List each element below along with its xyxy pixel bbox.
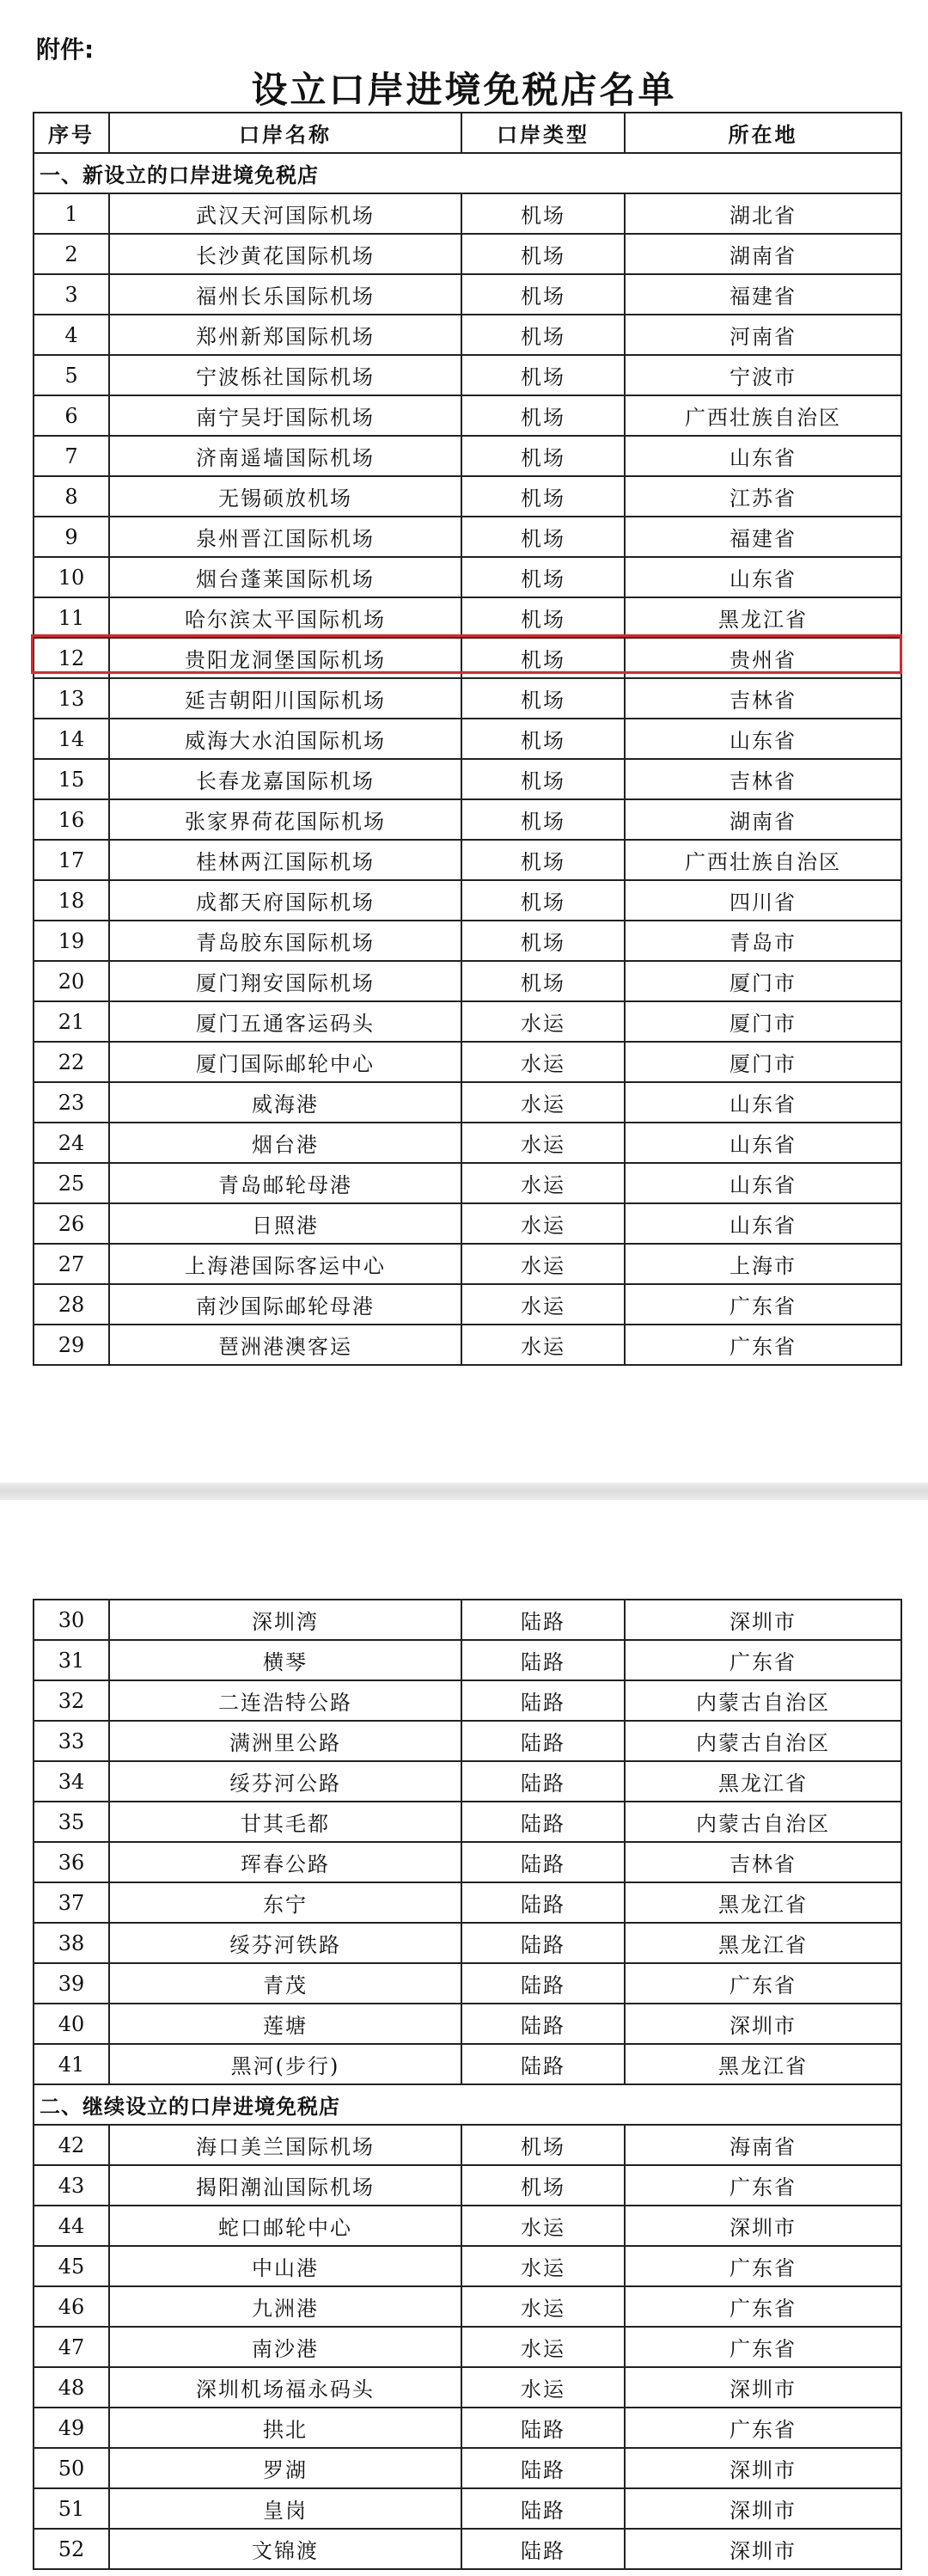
cell-seq: 49 — [34, 2408, 109, 2448]
cell-location: 山东省 — [625, 1123, 901, 1163]
table-row — [34, 234, 901, 274]
cell-location: 深圳市 — [625, 2529, 901, 2569]
table-row — [34, 476, 901, 517]
cell-port-name: 张家界荷花国际机场 — [109, 799, 461, 840]
cell-location: 河南省 — [625, 315, 901, 355]
cell-port-name: 厦门国际邮轮中心 — [109, 1042, 461, 1082]
cell-location: 海南省 — [625, 2125, 901, 2165]
cell-port-name: 哈尔滨太平国际机场 — [109, 597, 461, 638]
cell-port-type: 陆路 — [461, 2044, 625, 2084]
cell-port-name: 九洲港 — [109, 2286, 461, 2327]
table-row — [34, 517, 901, 557]
cell-seq: 32 — [34, 1680, 109, 1721]
cell-seq: 8 — [34, 476, 109, 517]
table-row — [34, 2165, 901, 2206]
cell-port-type: 机场 — [461, 193, 625, 234]
cell-seq: 7 — [34, 436, 109, 476]
cell-port-name: 长春龙嘉国际机场 — [109, 759, 461, 799]
cell-seq: 17 — [34, 840, 109, 880]
cell-port-name: 郑州新郑国际机场 — [109, 315, 461, 355]
cell-port-type: 陆路 — [461, 1842, 625, 1882]
cell-port-type: 水运 — [461, 2286, 625, 2327]
cell-seq: 1 — [34, 193, 109, 234]
table-row — [34, 719, 901, 759]
cell-port-type: 水运 — [461, 2367, 625, 2408]
page-break-divider — [0, 1483, 928, 1500]
cell-location: 福建省 — [625, 517, 901, 557]
cell-port-name: 满洲里公路 — [109, 1721, 461, 1761]
cell-seq: 35 — [34, 1802, 109, 1842]
cell-port-name: 武汉天河国际机场 — [109, 193, 461, 234]
cell-location: 广东省 — [625, 2246, 901, 2286]
table-row — [34, 2004, 901, 2044]
table-row — [34, 1842, 901, 1882]
table-row — [34, 1963, 901, 2004]
cell-location: 吉林省 — [625, 1842, 901, 1882]
cell-location: 山东省 — [625, 557, 901, 597]
cell-seq: 29 — [34, 1325, 109, 1365]
table-row — [34, 1600, 901, 1640]
cell-seq: 5 — [34, 355, 109, 395]
table-row — [34, 274, 901, 315]
cell-location: 山东省 — [625, 1163, 901, 1203]
cell-port-name: 贵阳龙洞堡国际机场 — [109, 638, 461, 678]
cell-seq: 44 — [34, 2206, 109, 2246]
cell-seq: 16 — [34, 799, 109, 840]
table-row — [34, 355, 901, 395]
cell-port-name: 桂林两江国际机场 — [109, 840, 461, 880]
cell-location: 吉林省 — [625, 678, 901, 719]
cell-seq: 51 — [34, 2488, 109, 2529]
cell-port-name: 泉州晋江国际机场 — [109, 517, 461, 557]
cell-location: 广东省 — [625, 2408, 901, 2448]
cell-seq: 22 — [34, 1042, 109, 1082]
cell-port-name: 莲塘 — [109, 2004, 461, 2044]
cell-seq: 48 — [34, 2367, 109, 2408]
cell-port-type: 机场 — [461, 678, 625, 719]
table-row — [34, 961, 901, 1001]
table-row — [34, 597, 901, 638]
cell-location: 青岛市 — [625, 921, 901, 961]
cell-port-type: 机场 — [461, 840, 625, 880]
cell-seq: 45 — [34, 2246, 109, 2286]
cell-location: 四川省 — [625, 880, 901, 921]
cell-location: 深圳市 — [625, 2206, 901, 2246]
header-seq: 序号 — [34, 113, 109, 153]
cell-seq: 24 — [34, 1123, 109, 1163]
cell-port-type: 水运 — [461, 1042, 625, 1082]
cell-port-name: 横琴 — [109, 1640, 461, 1680]
cell-location: 黑龙江省 — [625, 2044, 901, 2084]
cell-location: 福建省 — [625, 274, 901, 315]
cell-location: 深圳市 — [625, 2448, 901, 2488]
cell-port-name: 东宁 — [109, 1882, 461, 1923]
cell-seq: 10 — [34, 557, 109, 597]
cell-port-name: 南沙港 — [109, 2327, 461, 2367]
section-new-title: 一、新设立的口岸进境免税店 — [34, 153, 901, 193]
cell-seq: 14 — [34, 719, 109, 759]
cell-seq: 15 — [34, 759, 109, 799]
cell-port-type: 水运 — [461, 1082, 625, 1123]
cell-seq: 26 — [34, 1203, 109, 1244]
cell-seq: 21 — [34, 1001, 109, 1042]
table-row — [34, 2206, 901, 2246]
cell-location: 湖南省 — [625, 234, 901, 274]
cell-location: 广西壮族自治区 — [625, 395, 901, 436]
cell-location: 上海市 — [625, 1244, 901, 1284]
cell-seq: 34 — [34, 1761, 109, 1802]
cell-port-name: 厦门五通客运码头 — [109, 1001, 461, 1042]
cell-port-name: 青岛邮轮母港 — [109, 1163, 461, 1203]
table-row — [34, 1123, 901, 1163]
page-title: 设立口岸进境免税店名单 — [251, 69, 677, 111]
table-row — [34, 557, 901, 597]
cell-location: 广东省 — [625, 1325, 901, 1365]
cell-location: 广东省 — [625, 2327, 901, 2367]
table-row — [34, 759, 901, 799]
cell-port-name: 南宁吴圩国际机场 — [109, 395, 461, 436]
table-row — [34, 1882, 901, 1923]
cell-port-type: 陆路 — [461, 2529, 625, 2569]
cell-seq: 20 — [34, 961, 109, 1001]
cell-port-name: 琶洲港澳客运 — [109, 1325, 461, 1365]
cell-location: 湖南省 — [625, 799, 901, 840]
cell-seq: 27 — [34, 1244, 109, 1284]
cell-seq: 43 — [34, 2165, 109, 2206]
cell-port-type: 水运 — [461, 2206, 625, 2246]
cell-port-type: 机场 — [461, 517, 625, 557]
cell-seq: 3 — [34, 274, 109, 315]
cell-port-name: 蛇口邮轮中心 — [109, 2206, 461, 2246]
cell-port-type: 陆路 — [461, 1963, 625, 2004]
cell-port-name: 中山港 — [109, 2246, 461, 2286]
cell-seq: 52 — [34, 2529, 109, 2569]
table-row — [34, 1163, 901, 1203]
cell-port-type: 机场 — [461, 638, 625, 678]
section-row — [34, 153, 901, 193]
header-port-name: 口岸名称 — [109, 113, 461, 153]
duty-free-table-page-1 — [33, 112, 902, 1366]
cell-port-type: 陆路 — [461, 2004, 625, 2044]
cell-port-name: 皇岗 — [109, 2488, 461, 2529]
table-row — [34, 2488, 901, 2529]
cell-seq: 47 — [34, 2327, 109, 2367]
cell-seq: 40 — [34, 2004, 109, 2044]
cell-seq: 38 — [34, 1923, 109, 1963]
cell-port-name: 南沙国际邮轮母港 — [109, 1284, 461, 1325]
cell-location: 黑龙江省 — [625, 597, 901, 638]
cell-location: 广东省 — [625, 1640, 901, 1680]
table-row — [34, 315, 901, 355]
table-row — [34, 2448, 901, 2488]
cell-seq: 12 — [34, 638, 109, 678]
cell-port-type: 机场 — [461, 315, 625, 355]
table-row — [34, 2286, 901, 2327]
cell-port-type: 机场 — [461, 759, 625, 799]
cell-port-type: 水运 — [461, 1163, 625, 1203]
cell-seq: 31 — [34, 1640, 109, 1680]
cell-seq: 18 — [34, 880, 109, 921]
cell-location: 深圳市 — [625, 2004, 901, 2044]
cell-location: 宁波市 — [625, 355, 901, 395]
cell-port-type: 陆路 — [461, 1882, 625, 1923]
cell-port-type: 机场 — [461, 799, 625, 840]
cell-location: 深圳市 — [625, 1600, 901, 1640]
cell-seq: 30 — [34, 1600, 109, 1640]
cell-port-name: 二连浩特公路 — [109, 1680, 461, 1721]
cell-port-name: 青岛胶东国际机场 — [109, 921, 461, 961]
cell-seq: 19 — [34, 921, 109, 961]
cell-location: 江苏省 — [625, 476, 901, 517]
table-row — [34, 1721, 901, 1761]
cell-port-type: 机场 — [461, 880, 625, 921]
table-row — [34, 436, 901, 476]
table-row — [34, 1001, 901, 1042]
cell-seq: 50 — [34, 2448, 109, 2488]
cell-port-type: 水运 — [461, 1284, 625, 1325]
cell-port-type: 陆路 — [461, 1600, 625, 1640]
cell-port-name: 绥芬河公路 — [109, 1761, 461, 1802]
cell-port-type: 机场 — [461, 2125, 625, 2165]
cell-port-type: 陆路 — [461, 2488, 625, 2529]
cell-port-name: 无锡硕放机场 — [109, 476, 461, 517]
table-row — [34, 840, 901, 880]
cell-port-type: 机场 — [461, 557, 625, 597]
cell-port-name: 罗湖 — [109, 2448, 461, 2488]
cell-port-name: 上海港国际客运中心 — [109, 1244, 461, 1284]
cell-port-type: 水运 — [461, 2327, 625, 2367]
cell-seq: 13 — [34, 678, 109, 719]
cell-seq: 37 — [34, 1882, 109, 1923]
cell-port-name: 甘其毛都 — [109, 1802, 461, 1842]
cell-location: 黑龙江省 — [625, 1923, 901, 1963]
table-row — [34, 2125, 901, 2165]
cell-port-name: 珲春公路 — [109, 1842, 461, 1882]
cell-port-type: 机场 — [461, 395, 625, 436]
table-row — [34, 2246, 901, 2286]
cell-location: 深圳市 — [625, 2367, 901, 2408]
cell-location: 黑龙江省 — [625, 1882, 901, 1923]
cell-port-type: 陆路 — [461, 2448, 625, 2488]
cell-location: 山东省 — [625, 436, 901, 476]
table-row — [34, 1082, 901, 1123]
cell-seq: 33 — [34, 1721, 109, 1761]
table-row — [34, 1761, 901, 1802]
cell-port-type: 陆路 — [461, 1680, 625, 1721]
table-row — [34, 1284, 901, 1325]
cell-port-name: 深圳机场福永码头 — [109, 2367, 461, 2408]
cell-location: 内蒙古自治区 — [625, 1680, 901, 1721]
cell-port-name: 威海港 — [109, 1082, 461, 1123]
header-location: 所在地 — [625, 113, 901, 153]
table-row — [34, 1640, 901, 1680]
cell-seq: 4 — [34, 315, 109, 355]
cell-port-name: 济南遥墙国际机场 — [109, 436, 461, 476]
cell-location: 内蒙古自治区 — [625, 1721, 901, 1761]
table-row — [34, 1325, 901, 1365]
table-row — [34, 880, 901, 921]
cell-port-type: 机场 — [461, 355, 625, 395]
table-row — [34, 2327, 901, 2367]
cell-seq: 25 — [34, 1163, 109, 1203]
table-row — [34, 1923, 901, 1963]
table-row — [34, 193, 901, 234]
cell-location: 深圳市 — [625, 2488, 901, 2529]
table-row — [34, 799, 901, 840]
cell-port-type: 陆路 — [461, 1640, 625, 1680]
table-row — [34, 921, 901, 961]
table-row — [34, 638, 901, 678]
cell-port-type: 陆路 — [461, 1721, 625, 1761]
cell-location: 湖北省 — [625, 193, 901, 234]
cell-location: 内蒙古自治区 — [625, 1802, 901, 1842]
cell-location: 山东省 — [625, 1082, 901, 1123]
cell-seq: 42 — [34, 2125, 109, 2165]
cell-port-type: 水运 — [461, 1325, 625, 1365]
cell-port-type: 水运 — [461, 1001, 625, 1042]
cell-location: 广东省 — [625, 2286, 901, 2327]
table-row — [34, 1680, 901, 1721]
cell-location: 山东省 — [625, 719, 901, 759]
cell-port-type: 水运 — [461, 1244, 625, 1284]
table-row — [34, 395, 901, 436]
cell-location: 吉林省 — [625, 759, 901, 799]
cell-seq: 46 — [34, 2286, 109, 2327]
table-row — [34, 1042, 901, 1082]
cell-location: 山东省 — [625, 1203, 901, 1244]
table-row — [34, 2367, 901, 2408]
cell-seq: 41 — [34, 2044, 109, 2084]
cell-port-type: 水运 — [461, 1123, 625, 1163]
table-row — [34, 2044, 901, 2084]
cell-port-name: 延吉朝阳川国际机场 — [109, 678, 461, 719]
header-port-type: 口岸类型 — [461, 113, 625, 153]
cell-location: 广东省 — [625, 1963, 901, 2004]
cell-port-type: 机场 — [461, 234, 625, 274]
cell-location: 广西壮族自治区 — [625, 840, 901, 880]
cell-port-name: 海口美兰国际机场 — [109, 2125, 461, 2165]
cell-seq: 36 — [34, 1842, 109, 1882]
cell-port-type: 机场 — [461, 597, 625, 638]
cell-port-name: 烟台港 — [109, 1123, 461, 1163]
duty-free-table-page-2 — [33, 1599, 902, 2570]
cell-port-type: 机场 — [461, 961, 625, 1001]
cell-port-type: 陆路 — [461, 2408, 625, 2448]
table-row — [34, 2408, 901, 2448]
table-row — [34, 2529, 901, 2569]
cell-location: 广东省 — [625, 2165, 901, 2206]
cell-port-name: 揭阳潮汕国际机场 — [109, 2165, 461, 2206]
cell-port-type: 陆路 — [461, 1761, 625, 1802]
cell-seq: 28 — [34, 1284, 109, 1325]
cell-port-name: 黑河(步行) — [109, 2044, 461, 2084]
cell-port-name: 福州长乐国际机场 — [109, 274, 461, 315]
cell-port-name: 拱北 — [109, 2408, 461, 2448]
cell-port-name: 厦门翔安国际机场 — [109, 961, 461, 1001]
section-continued-title: 二、继续设立的口岸进境免税店 — [34, 2084, 901, 2125]
cell-location: 厦门市 — [625, 1001, 901, 1042]
cell-seq: 23 — [34, 1082, 109, 1123]
table-row — [34, 1244, 901, 1284]
cell-location: 贵州省 — [625, 638, 901, 678]
cell-port-type: 机场 — [461, 436, 625, 476]
table-row — [34, 1802, 901, 1842]
cell-port-name: 绥芬河铁路 — [109, 1923, 461, 1963]
cell-port-type: 机场 — [461, 921, 625, 961]
cell-seq: 2 — [34, 234, 109, 274]
cell-port-name: 深圳湾 — [109, 1600, 461, 1640]
cell-port-type: 机场 — [461, 476, 625, 517]
cell-port-name: 长沙黄花国际机场 — [109, 234, 461, 274]
cell-seq: 11 — [34, 597, 109, 638]
cell-location: 厦门市 — [625, 1042, 901, 1082]
table-header-row — [34, 113, 901, 153]
cell-port-name: 文锦渡 — [109, 2529, 461, 2569]
cell-port-name: 威海大水泊国际机场 — [109, 719, 461, 759]
cell-port-type: 机场 — [461, 274, 625, 315]
cell-port-type: 陆路 — [461, 1802, 625, 1842]
cell-location: 黑龙江省 — [625, 1761, 901, 1802]
cell-port-type: 陆路 — [461, 1923, 625, 1963]
section-row — [34, 2084, 901, 2125]
cell-seq: 39 — [34, 1963, 109, 2004]
cell-port-type: 机场 — [461, 719, 625, 759]
cell-location: 广东省 — [625, 1284, 901, 1325]
cell-port-type: 机场 — [461, 2165, 625, 2206]
cell-seq: 9 — [34, 517, 109, 557]
table-row — [34, 678, 901, 719]
table-row — [34, 1203, 901, 1244]
cell-port-name: 烟台蓬莱国际机场 — [109, 557, 461, 597]
attachment-label: 附件: — [36, 35, 95, 64]
cell-port-type: 水运 — [461, 2246, 625, 2286]
cell-port-name: 日照港 — [109, 1203, 461, 1244]
cell-port-name: 宁波栎社国际机场 — [109, 355, 461, 395]
cell-location: 厦门市 — [625, 961, 901, 1001]
cell-seq: 6 — [34, 395, 109, 436]
cell-port-name: 成都天府国际机场 — [109, 880, 461, 921]
cell-port-type: 水运 — [461, 1203, 625, 1244]
cell-port-name: 青茂 — [109, 1963, 461, 2004]
